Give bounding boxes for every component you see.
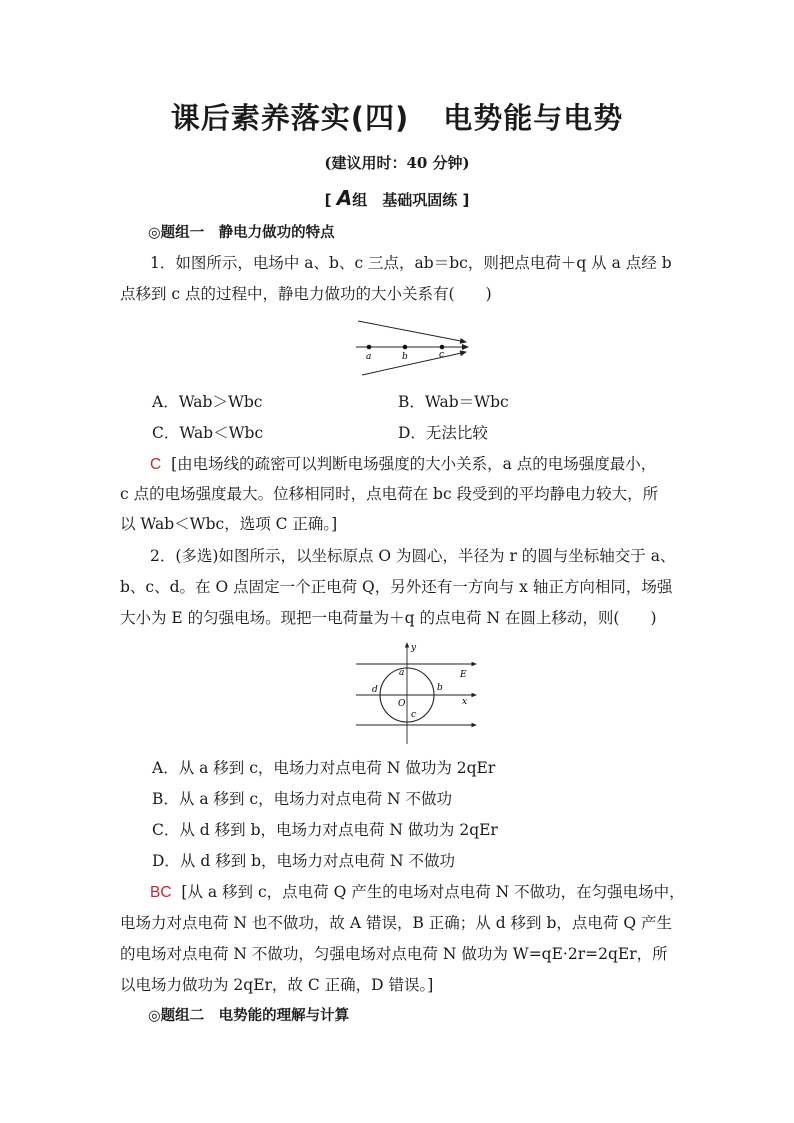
point-c (440, 345, 445, 350)
q2-explanation-line-4: 以电场力做功为 2qEr，故 C 正确，D 错误。] (120, 976, 434, 994)
q1-explanation-line-3: 以 Wab＜Wbc，选项 C 正确。] (120, 515, 338, 533)
point-b (403, 345, 408, 350)
label-x: x (462, 697, 468, 707)
q2-explanation-line-3: 的电场对点电荷 N 不做功，匀强电场对点电荷 N 做功为 W=qE·2r=2qEr，所 (120, 945, 668, 963)
q1-explanation-line-2: c 点的电场强度最大。位移相同时，点电荷在 bc 段受到的平均静电力较大，所 (120, 485, 659, 503)
group-label: 组 基础巩固练 (352, 191, 458, 209)
q1-option-a[interactable]: A．Wab＞Wbc (152, 393, 263, 411)
suggested-time: (建议用时：40 分钟) (324, 154, 470, 172)
group-letter: A (336, 186, 353, 210)
page-title (0, 96, 794, 137)
label-d: d (372, 685, 378, 695)
field-line-top (358, 321, 466, 342)
label-b: b (402, 352, 408, 362)
q2-option-d[interactable]: D．从 d 移到 b，电场力对点电荷 N 不做功 (152, 852, 455, 870)
title-part-2: 电势能与电势 (443, 101, 624, 135)
q2-option-b[interactable]: B．从 a 移到 c，电场力对点电荷 N 不做功 (152, 790, 453, 808)
q2-explanation-line-1: BC [从 a 移到 c，点电荷 Q 产生的电场对点电荷 N 不做功，在匀强电场中， (150, 883, 685, 901)
label-O: O (398, 699, 406, 709)
label-E: E (460, 670, 467, 680)
label-a: a (399, 668, 405, 678)
label-c: c (439, 350, 445, 360)
title-part-1: 课后素养落实(四) (170, 101, 410, 135)
q2-stem-line-2: b、c、d。在 O 点固定一个正电荷 Q，另外还有一方向与 x 轴正方向相同，场强 (120, 578, 673, 596)
q1-answer: C (150, 456, 162, 473)
label-a: a (366, 352, 372, 362)
q1-field-line-figure (352, 317, 476, 381)
q1-stem-line-2: 点移到 c 点的过程中，静电力做功的大小关系有( ) (120, 285, 492, 303)
section-heading-1: ◎题组一 静电力做功的特点 (148, 225, 335, 241)
q2-stem-line-3: 大小为 E 的匀强电场。现把一电荷量为＋q 的点电荷 N 在圆上移动，则( ) (120, 609, 657, 627)
q1-option-d[interactable]: D．无法比较 (398, 424, 488, 442)
section-heading-2: ◎题组二 电势能的理解与计算 (148, 1008, 350, 1024)
q2-explanation-line-2: 电场力对点电荷 N 也不做功，故 A 错误，B 正确；从 d 移到 b，点电荷 Q 产生 (120, 914, 672, 932)
label-c: c (411, 710, 417, 720)
field-line-bottom (362, 352, 466, 375)
q1-explanation-line-1: C [由电场线的疏密可以判断电场强度的大小关系，a 点的电场强度最小， (150, 455, 657, 473)
label-b: b (437, 683, 443, 693)
point-a (367, 345, 372, 350)
q2-circle-field-figure (352, 640, 486, 748)
group-heading: [ A组 基础巩固练 ] (324, 186, 470, 210)
q2-option-c[interactable]: C．从 d 移到 b，电场力对点电荷 N 做功为 2qEr (152, 821, 498, 839)
label-y: y (411, 643, 417, 653)
q1-stem-line-1: 1．如图所示，电场中 a、b、c 三点，ab＝bc，则把点电荷＋q 从 a 点经 b (150, 254, 672, 272)
q1-option-c[interactable]: C．Wab＜Wbc (152, 424, 264, 442)
q2-stem-line-1: 2．(多选)如图所示，以坐标原点 O 为圆心，半径为 r 的圆与坐标轴交于 a、 (150, 547, 676, 565)
q2-option-a[interactable]: A．从 a 移到 c，电场力对点电荷 N 做功为 2qEr (152, 759, 496, 777)
q1-option-b[interactable]: B．Wab＝Wbc (398, 393, 509, 411)
q2-answer: BC (150, 884, 172, 901)
